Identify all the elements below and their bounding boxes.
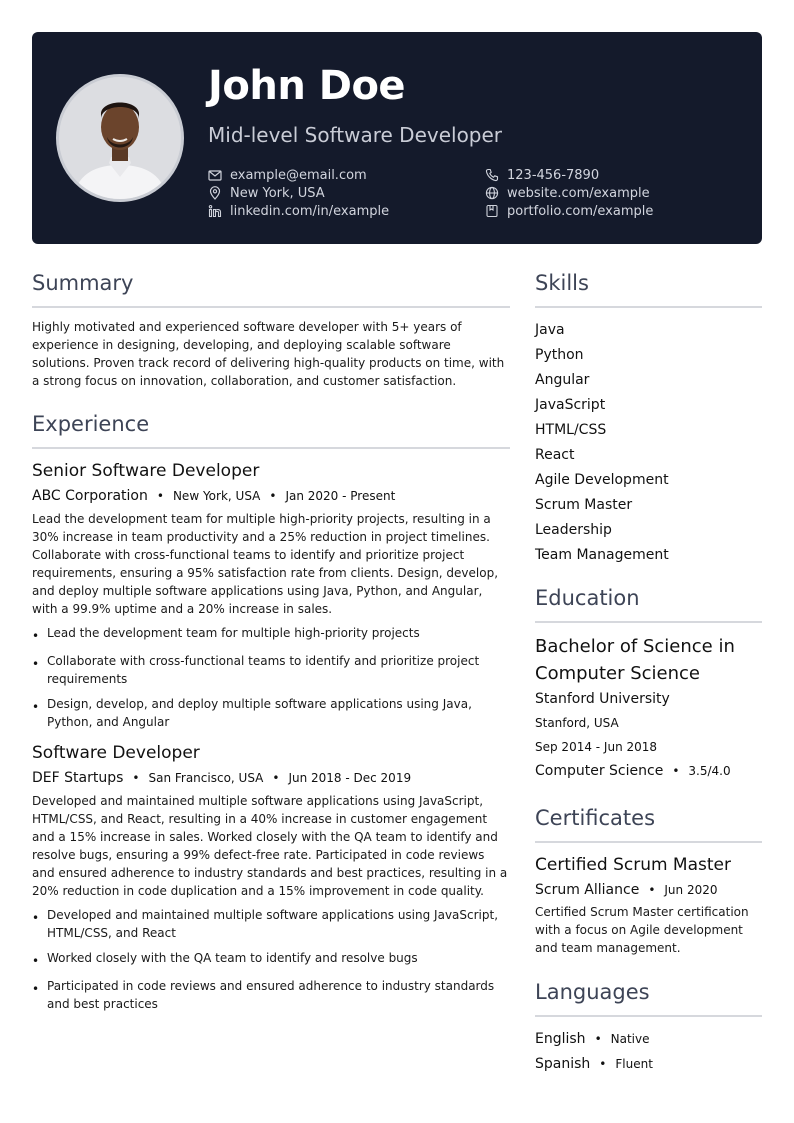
- certificates-section: [535, 803, 762, 957]
- bullet-dot: •: [32, 911, 40, 925]
- skills-section: [535, 268, 762, 568]
- job-entry: [32, 459, 510, 731]
- skill-item: Java: [535, 322, 565, 338]
- location-pin-icon: [208, 186, 222, 200]
- skill-item: JavaScript: [535, 397, 606, 413]
- skill-item: HTML/CSS: [535, 422, 607, 438]
- contact-website[interactable]: [485, 184, 650, 202]
- separator-dot: •: [269, 489, 277, 503]
- phone-icon: [485, 168, 499, 182]
- job-description: Developed and maintained multiple software applications using JavaScript, HTML/CSS, and React, resulting in a 40% increase in customer engagement and a 15% increase in sales. Worked closely with the QA team to identify and resolve bugs, ensuring a 99% defect-free rate. Participated in code reviews and ensured adherence to industry standards and best practices, resulting in a 20% reduction in code duplication and a 15% improvement in code quality.: [32, 794, 508, 898]
- bullet-text: Worked closely with the QA team to identify and resolve bugs: [47, 951, 418, 965]
- school-location: Stanford, USA: [535, 716, 619, 730]
- bullet-text: Developed and maintained multiple software applications using JavaScript, HTML/CSS, and React: [47, 908, 499, 940]
- summary-heading: Summary: [32, 271, 134, 295]
- language-name: Spanish: [535, 1056, 591, 1072]
- bullet-dot: •: [32, 657, 40, 671]
- mail-icon: [208, 168, 222, 182]
- contact-email[interactable]: [208, 166, 367, 184]
- profile-photo: [56, 74, 184, 202]
- skills-heading: Skills: [535, 271, 589, 295]
- contact-phone[interactable]: [485, 166, 599, 184]
- education-section: [535, 583, 762, 783]
- certificate-issuer: Scrum Alliance: [535, 882, 640, 898]
- section-divider: [535, 1015, 762, 1017]
- sidebar-column: [535, 268, 762, 1077]
- list-item: [32, 906, 510, 942]
- list-item: [32, 652, 510, 688]
- list-item: [32, 695, 510, 731]
- separator-dot: •: [132, 771, 140, 785]
- job-title: Software Developer: [32, 743, 200, 763]
- linkedin-text: linkedin.com/in/example: [230, 203, 390, 219]
- location-text: New York, USA: [230, 185, 325, 201]
- summary-section: [32, 268, 510, 390]
- contact-portfolio[interactable]: [485, 202, 653, 220]
- portfolio-icon: [485, 204, 499, 218]
- bullet-dot: •: [32, 954, 40, 968]
- languages-section: [535, 977, 762, 1077]
- language-name: English: [535, 1031, 586, 1047]
- website-text: website.com/example: [507, 185, 650, 201]
- main-column: [32, 268, 510, 1020]
- separator-dot: •: [156, 489, 164, 503]
- degree-title: Bachelor of Science in Computer Science: [535, 636, 735, 684]
- separator-dot: •: [594, 1032, 602, 1046]
- job-company: ABC Corporation: [32, 488, 148, 504]
- separator-dot: •: [672, 764, 680, 778]
- bullet-text: Participated in code reviews and ensured adherence to industry standards and best practices: [47, 979, 495, 1011]
- certificate-date: Jun 2020: [664, 883, 718, 897]
- job-company: DEF Startups: [32, 770, 124, 786]
- language-level: Native: [610, 1032, 650, 1046]
- certificate-description: Certified Scrum Master certification with a focus on Agile development and team management.: [535, 905, 749, 955]
- job-location: San Francisco, USA: [148, 771, 264, 785]
- section-divider: [535, 841, 762, 843]
- bullet-text: Collaborate with cross-functional teams to identify and prioritize project requirements: [47, 654, 480, 686]
- list-item: [32, 949, 510, 970]
- section-divider: [32, 447, 510, 449]
- section-divider: [32, 306, 510, 308]
- experience-section: [32, 409, 510, 1013]
- skill-item: Angular: [535, 372, 590, 388]
- job-meta: [32, 768, 510, 788]
- language-item: [535, 1052, 762, 1077]
- skill-item: React: [535, 447, 575, 463]
- email-text: example@email.com: [230, 167, 367, 183]
- summary-text: Highly motivated and experienced software developer with 5+ years of experience in designing, developing, and deploying scalable software solutions. Proven track record of delivering high-quality products on time, with a strong focus on innovation, collaboration, and customer satisfaction.: [32, 320, 505, 388]
- job-location: New York, USA: [172, 489, 261, 503]
- separator-dot: •: [272, 771, 280, 785]
- bullet-dot: •: [32, 700, 40, 714]
- job-dates: Jan 2020 - Present: [285, 489, 396, 503]
- job-meta: [32, 486, 510, 506]
- school-name: Stanford University: [535, 691, 670, 707]
- language-item: [535, 1027, 762, 1052]
- section-divider: [535, 621, 762, 623]
- portfolio-text: portfolio.com/example: [507, 203, 654, 219]
- globe-icon: [485, 186, 499, 200]
- bullet-text: Design, develop, and deploy multiple software applications using Java, Python, and Angular: [47, 697, 472, 729]
- job-bullets: [32, 906, 510, 1013]
- certificates-heading: Certificates: [535, 806, 656, 830]
- separator-dot: •: [599, 1057, 607, 1071]
- contact-list: [208, 166, 728, 226]
- field-of-study: Computer Science: [535, 763, 664, 779]
- bullet-dot: •: [32, 629, 40, 643]
- languages-heading: Languages: [535, 980, 650, 1004]
- job-entry: [32, 741, 510, 1013]
- phone-text: 123-456-7890: [507, 167, 600, 183]
- skill-item: Team Management: [535, 547, 669, 563]
- separator-dot: •: [648, 883, 656, 897]
- contact-linkedin[interactable]: [208, 202, 389, 220]
- candidate-title: Mid-level Software Developer: [208, 123, 503, 147]
- skill-item: Agile Development: [535, 472, 669, 488]
- list-item: [32, 624, 510, 645]
- candidate-name: John Doe: [208, 63, 406, 109]
- education-field-row: [535, 759, 762, 783]
- job-dates: Jun 2018 - Dec 2019: [288, 771, 412, 785]
- skill-item: Python: [535, 347, 584, 363]
- list-item: [32, 977, 510, 1013]
- job-description: Lead the development team for multiple high-priority projects, resulting in a 30% increase in team productivity and a 25% reduction in project timelines. Collaborate with cross-functional teams to identify and prioritize project requirements, ensuring a 95% satisfaction rate from clients. Design, develop, and deploy multiple software applications using Java, Python, and Angular, with a 99.9% uptime and a 20% increase in sales.: [32, 512, 499, 616]
- bullet-dot: •: [32, 982, 40, 996]
- gpa: 3.5/4.0: [688, 764, 731, 778]
- resume-header: [32, 32, 762, 244]
- education-dates: Sep 2014 - Jun 2018: [535, 740, 658, 754]
- certificate-meta: [535, 877, 762, 903]
- experience-heading: Experience: [32, 412, 150, 436]
- linkedin-icon: [208, 204, 222, 218]
- skill-item: Scrum Master: [535, 497, 633, 513]
- skill-item: Leadership: [535, 522, 612, 538]
- section-divider: [535, 306, 762, 308]
- job-title: Senior Software Developer: [32, 461, 260, 481]
- education-heading: Education: [535, 586, 640, 610]
- language-level: Fluent: [615, 1057, 653, 1071]
- certificate-name: Certified Scrum Master: [535, 855, 731, 875]
- job-bullets: [32, 624, 510, 731]
- bullet-text: Lead the development team for multiple high-priority projects: [47, 626, 420, 640]
- contact-location: [208, 184, 325, 202]
